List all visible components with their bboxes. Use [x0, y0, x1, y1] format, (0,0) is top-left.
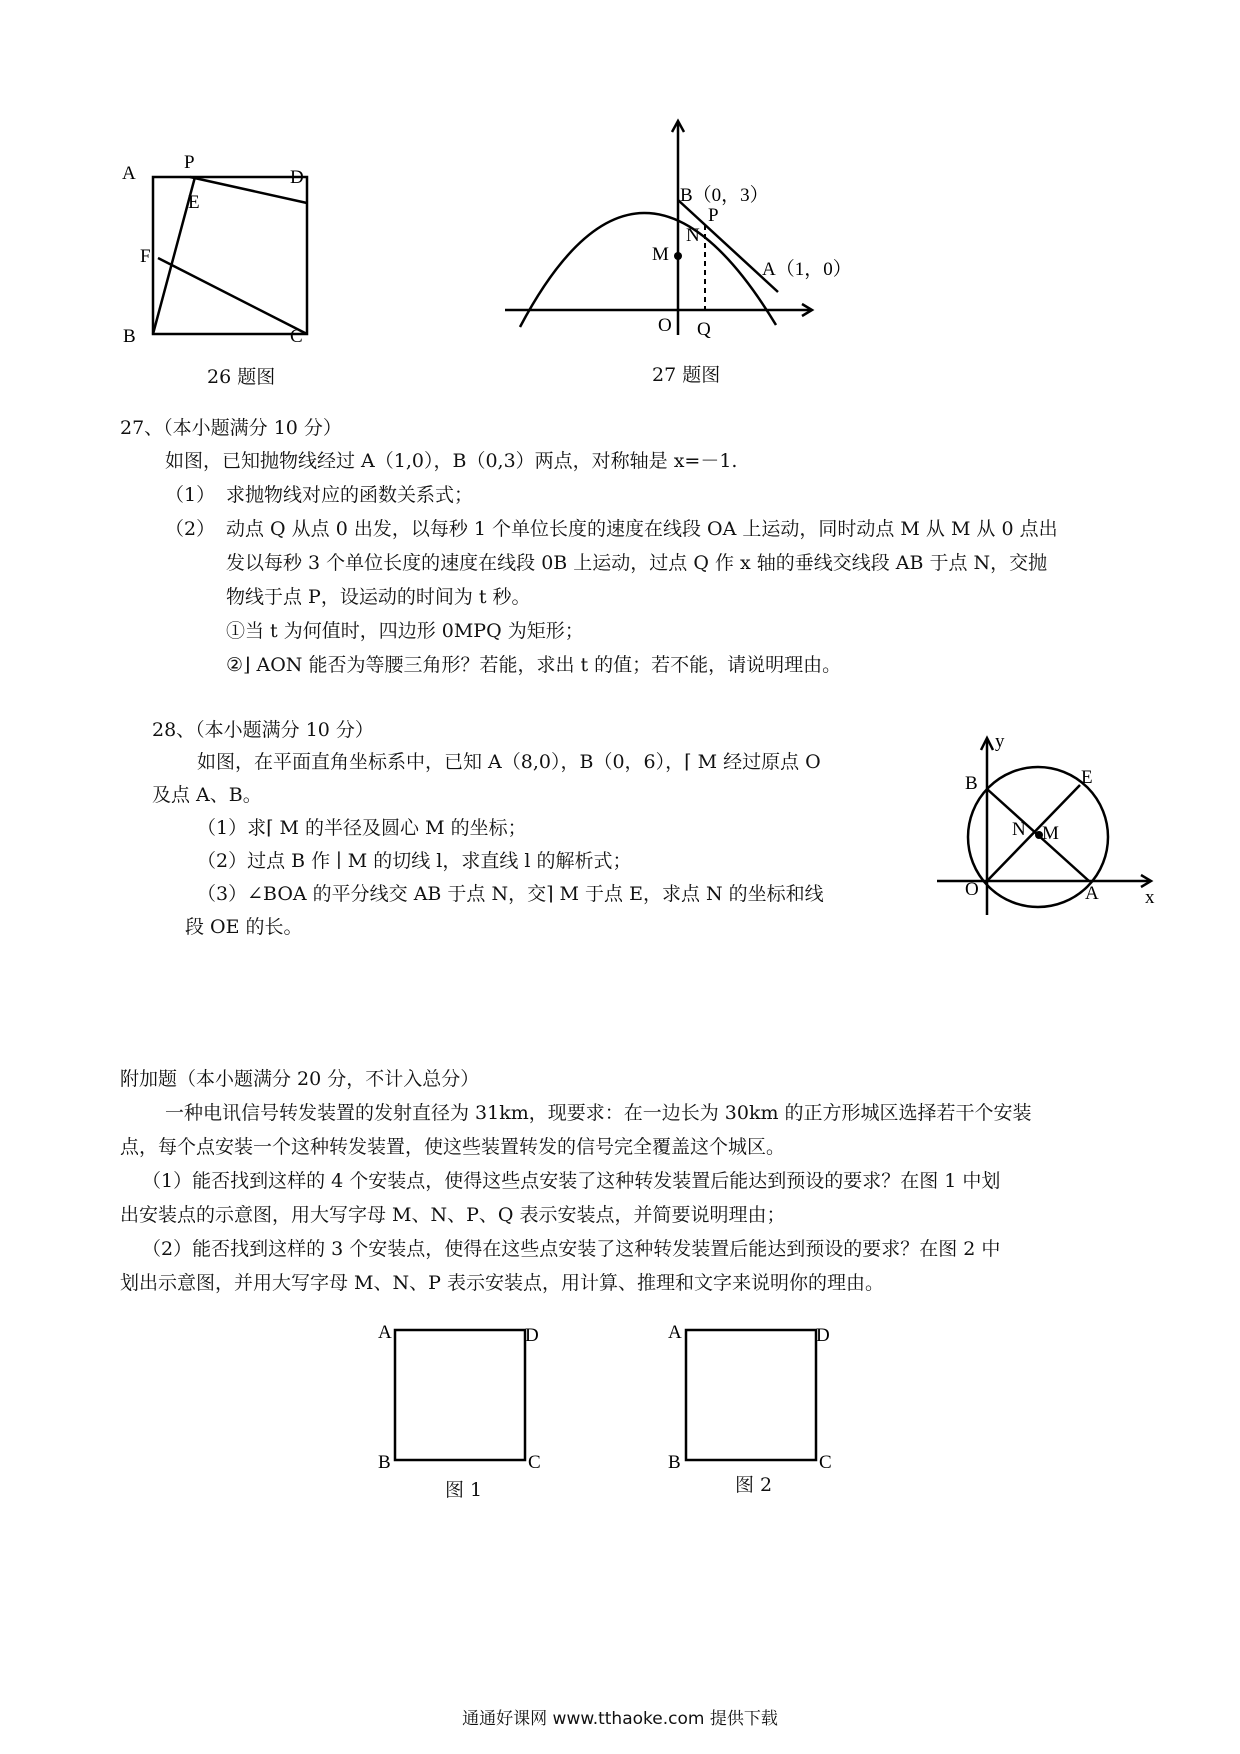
label-b: B	[965, 773, 978, 794]
extra-heading: 附加题（本小题满分 20 分，不计入总分）	[120, 1068, 480, 1090]
label-m: M	[652, 244, 669, 265]
label-e: E	[1081, 767, 1093, 788]
label-b: B	[378, 1452, 391, 1473]
label-e: E	[188, 192, 200, 213]
q28-line2: 及点 A、B。	[152, 784, 262, 806]
label-b: B	[123, 326, 136, 347]
q28-part3: （3）∠BOA 的平分线交 AB 于点 N，交⌉ M 于点 E，求点 N 的坐标和线	[197, 883, 824, 905]
q27-part2-number: （2）	[165, 518, 216, 540]
figure-2-caption: 图 2	[735, 1474, 773, 1496]
label-a: A（1，0）	[762, 259, 852, 280]
segment-oe	[987, 785, 1080, 881]
figure-1-caption: 图 1	[445, 1479, 483, 1501]
q28-part2: （2）过点 B 作 ∣ M 的切线 l，求直线 l 的解析式；	[197, 850, 632, 872]
label-a: A	[1085, 883, 1099, 904]
extra-part2-line2: 划出示意图，并用大写字母 M、N、P 表示安装点，用计算、推理和文字来说明你的理由。	[120, 1272, 884, 1294]
q28-part3-cont: 段 OE 的长。	[185, 916, 303, 938]
figure-26-caption: 26 题图	[207, 366, 276, 388]
label-m: M	[1042, 823, 1059, 844]
label-d: D	[816, 1325, 830, 1346]
label-d: D	[525, 1325, 539, 1346]
q27-sub2: ②⌋ AON 能否为等腰三角形？若能，求出 t 的值；若不能，请说明理由。	[226, 654, 842, 676]
footer-source: 通通好课网 www.tthaoke.com 提供下载	[462, 1709, 778, 1729]
q27-part1-text: 求抛物线对应的函数关系式；	[226, 484, 474, 506]
label-x: x	[1145, 887, 1155, 908]
figure-26	[120, 150, 340, 350]
label-n: N	[686, 225, 700, 246]
label-a: A	[122, 163, 136, 184]
square-abcd	[686, 1330, 816, 1460]
label-c: C	[528, 1452, 541, 1473]
label-b: B（0，3）	[680, 185, 769, 206]
q28-part1: （1）求⌈ M 的半径及圆心 M 的坐标；	[197, 817, 527, 839]
label-o: O	[658, 315, 672, 336]
point-m	[674, 252, 682, 260]
label-a: A	[378, 1322, 392, 1343]
q27-part2-line1: 动点 Q 从点 0 出发，以每秒 1 个单位长度的速度在线段 OA 上运动，同时动点 M 从 M 从 0 点出	[226, 518, 1058, 540]
q27-part2-line2: 发以每秒 3 个单位长度的速度在线段 0B 上运动，过点 Q 作 x 轴的垂线交线段 AB 于点 N，交抛	[226, 552, 1048, 574]
label-c: C	[290, 326, 303, 347]
label-y: y	[995, 731, 1005, 752]
figure-28	[935, 731, 1165, 925]
figure-27-caption: 27 题图	[652, 364, 721, 386]
label-n: N	[1012, 819, 1026, 840]
q27-sub1: ①当 t 为何值时，四边形 0MPQ 为矩形；	[226, 620, 584, 642]
figure-1	[370, 1315, 550, 1475]
label-p: P	[708, 205, 719, 226]
extra-part2-line1: （2）能否找到这样的 3 个安装点，使得在这些点安装了这种转发装置后能达到预设的要求？在图 2 中	[142, 1238, 1001, 1260]
label-a: A	[668, 1322, 682, 1343]
segment-fc	[158, 258, 307, 334]
label-b: B	[668, 1452, 681, 1473]
q27-part2-line3: 物线于点 P，设运动的时间为 t 秒。	[226, 586, 531, 608]
label-f: F	[140, 246, 151, 267]
figure-2	[660, 1315, 840, 1475]
square-abcd	[153, 177, 307, 334]
label-c: C	[819, 1452, 832, 1473]
label-d: D	[290, 167, 304, 188]
figure-27	[500, 120, 852, 350]
q27-part1-number: （1）	[165, 484, 216, 506]
label-q: Q	[697, 319, 711, 340]
extra-part1-line2: 出安装点的示意图，用大写字母 M、N、P、Q 表示安装点，并简要说明理由；	[120, 1204, 786, 1226]
q27-heading: 27、（本小题满分 10 分）	[120, 417, 342, 439]
q27-intro: 如图，已知抛物线经过 A（1,0），B（0,3）两点，对称轴是 x=－1.	[165, 450, 738, 472]
q28-heading: 28、（本小题满分 10 分）	[152, 719, 374, 741]
q28-line1: 如图，在平面直角坐标系中，已知 A（8,0），B（0，6），⌈ M 经过原点 O	[197, 751, 821, 773]
label-o: O	[965, 879, 979, 900]
square-abcd	[395, 1330, 525, 1460]
extra-part1-line1: （1）能否找到这样的 4 个安装点，使得这些点安装了这种转发装置后能达到预设的要求？在图 1 中划	[142, 1170, 1001, 1192]
label-p: P	[184, 152, 195, 173]
extra-line1: 一种电讯信号转发装置的发射直径为 31km，现要求：在一边长为 30km 的正方形城区选择若干个安装	[165, 1102, 1032, 1124]
extra-line2: 点，每个点安装一个这种转发装置，使这些装置转发的信号完全覆盖这个城区。	[120, 1136, 786, 1158]
